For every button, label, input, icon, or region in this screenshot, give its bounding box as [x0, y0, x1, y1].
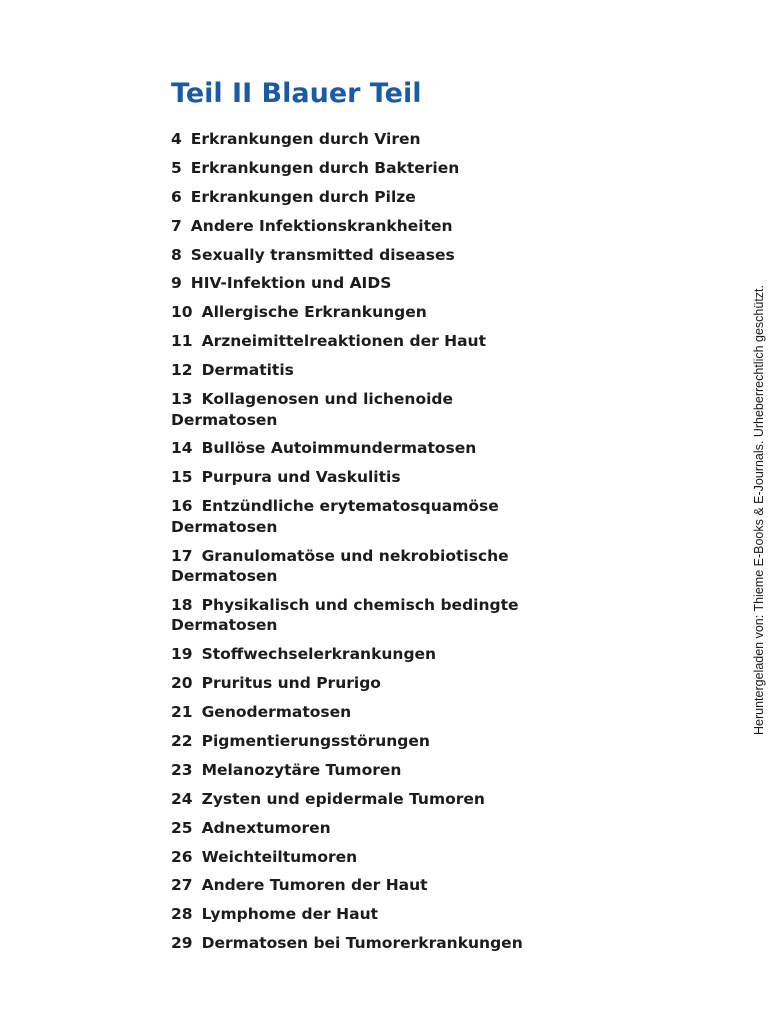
- chapter-title: Genodermatosen: [201, 703, 352, 722]
- chapter-title: Sexually transmitted diseases: [190, 245, 455, 264]
- toc-item-11[interactable]: [171, 331, 591, 352]
- chapter-number: 17: [171, 546, 193, 565]
- chapter-title: HIV-Infektion und AIDS: [190, 274, 392, 293]
- chapter-title-continuation: Dermatosen: [171, 517, 278, 536]
- chapter-title: Pruritus und Prurigo: [201, 674, 381, 693]
- chapter-number: 22: [171, 732, 193, 751]
- chapter-title: Erkrankungen durch Pilze: [190, 187, 416, 206]
- chapter-title: Allergische Erkrankungen: [201, 303, 427, 322]
- chapter-title: Erkrankungen durch Viren: [190, 130, 421, 148]
- chapter-title: Bullöse Autoimmundermatosen: [201, 439, 477, 458]
- chapter-title: Stoffwechselerkrankungen: [201, 645, 437, 664]
- page-title: Teil II Blauer Teil: [171, 78, 422, 109]
- chapter-number: 23: [171, 760, 193, 779]
- chapter-number: 6: [171, 187, 182, 206]
- chapter-title: Zysten und epidermale Tumoren: [201, 789, 485, 808]
- toc-item-17[interactable]: [171, 546, 591, 587]
- toc-item-8[interactable]: [171, 245, 591, 266]
- chapter-number: 10: [171, 303, 193, 322]
- chapter-number: 11: [171, 332, 193, 351]
- table-of-contents: [171, 129, 591, 962]
- toc-item-21[interactable]: [171, 702, 591, 723]
- toc-item-23[interactable]: [171, 760, 591, 781]
- chapter-title: Erkrankungen durch Bakterien: [190, 158, 460, 177]
- chapter-number: 14: [171, 439, 193, 458]
- chapter-title: Adnextumoren: [201, 818, 331, 837]
- chapter-number: 19: [171, 645, 193, 664]
- chapter-number: 9: [171, 274, 182, 293]
- chapter-title: Andere Tumoren der Haut: [201, 876, 428, 895]
- toc-item-29[interactable]: [171, 933, 591, 954]
- chapter-title: Kollagenosen und lichenoide: [201, 390, 454, 409]
- chapter-number: 7: [171, 216, 182, 235]
- chapter-number: 4: [171, 130, 182, 148]
- chapter-title: Dermatitis: [201, 361, 294, 380]
- toc-item-9[interactable]: [171, 273, 591, 294]
- chapter-title: Arzneimittelreaktionen der Haut: [201, 332, 487, 351]
- toc-item-18[interactable]: [171, 595, 591, 636]
- toc-item-15[interactable]: [171, 467, 591, 488]
- chapter-number: 15: [171, 468, 193, 487]
- chapter-title-continuation: Dermatosen: [171, 616, 278, 635]
- chapter-number: 26: [171, 847, 193, 866]
- toc-item-10[interactable]: [171, 302, 591, 323]
- chapter-title: Andere Infektionskrankheiten: [190, 216, 453, 235]
- toc-item-26[interactable]: [171, 847, 591, 868]
- chapter-title: Dermatosen bei Tumorerkrankungen: [201, 934, 523, 953]
- chapter-number: 29: [171, 934, 193, 953]
- toc-item-22[interactable]: [171, 731, 591, 752]
- toc-item-20[interactable]: [171, 673, 591, 694]
- chapter-number: 13: [171, 390, 193, 409]
- chapter-number: 12: [171, 361, 193, 380]
- toc-item-28[interactable]: [171, 904, 591, 925]
- chapter-number: 25: [171, 818, 193, 837]
- toc-item-25[interactable]: [171, 818, 591, 839]
- chapter-title: Weichteiltumoren: [201, 847, 358, 866]
- chapter-title-continuation: Dermatosen: [171, 410, 278, 429]
- chapter-number: 28: [171, 905, 193, 924]
- chapter-title: Entzündliche erytematosquamöse: [201, 497, 499, 516]
- toc-item-6[interactable]: [171, 187, 591, 208]
- chapter-number: 21: [171, 703, 193, 722]
- chapter-title: Pigmentierungsstörungen: [201, 732, 430, 751]
- toc-item-12[interactable]: [171, 360, 591, 381]
- chapter-number: 20: [171, 674, 193, 693]
- chapter-title: Lymphome der Haut: [201, 905, 379, 924]
- chapter-number: 18: [171, 595, 193, 614]
- toc-item-13[interactable]: [171, 389, 591, 430]
- chapter-title: Melanozytäre Tumoren: [201, 760, 402, 779]
- toc-item-27[interactable]: [171, 875, 591, 896]
- chapter-title: Purpura und Vaskulitis: [201, 468, 401, 487]
- toc-item-24[interactable]: [171, 789, 591, 810]
- chapter-number: 27: [171, 876, 193, 895]
- chapter-number: 8: [171, 245, 182, 264]
- toc-item-4[interactable]: [171, 129, 591, 150]
- chapter-number: 24: [171, 789, 193, 808]
- toc-item-16[interactable]: [171, 496, 591, 537]
- chapter-title: Granulomatöse und nekrobiotische: [201, 546, 509, 565]
- toc-item-7[interactable]: [171, 216, 591, 237]
- toc-item-19[interactable]: [171, 644, 591, 665]
- toc-item-5[interactable]: [171, 158, 591, 179]
- chapter-title: Physikalisch und chemisch bedingte: [201, 595, 519, 614]
- download-watermark: Heruntergeladen von: Thieme E-Books & E-Journals. Urheberrechtlich geschützt.: [752, 285, 766, 735]
- chapter-number: 5: [171, 158, 182, 177]
- toc-item-14[interactable]: [171, 438, 591, 459]
- chapter-title-continuation: Dermatosen: [171, 567, 278, 586]
- chapter-number: 16: [171, 497, 193, 516]
